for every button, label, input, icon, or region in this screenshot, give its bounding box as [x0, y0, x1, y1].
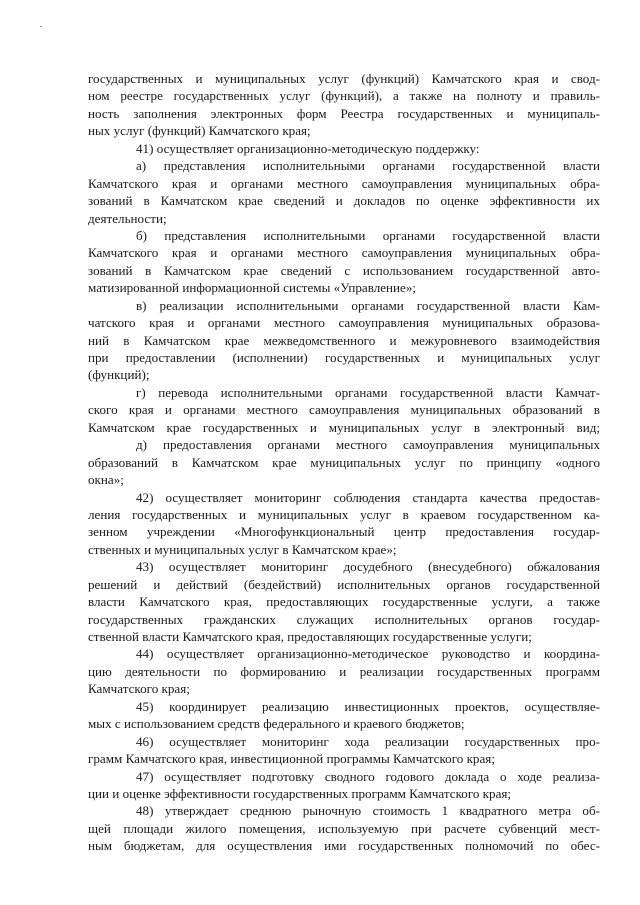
text-line: зований в Камчатском крае сведений с использованием государственной авто-	[88, 262, 600, 278]
text-line: матизированной информационной системы «Управление»;	[88, 280, 417, 296]
text-line: а) представления исполнительными органами государственной власти	[136, 158, 600, 174]
text-line: грамм Камчатского края, инвестиционной программы Камчатского края;	[88, 751, 495, 767]
text-line: ции и оценке эффективности государственных программ Камчатского края;	[88, 785, 512, 801]
text-line: ственной власти Камчатского края, предоставляющих государственные услуги;	[88, 629, 532, 644]
text-line: зований в Камчатском крае сведений и докладов по оценке эффективности их	[88, 193, 600, 209]
text-line: 44) осуществляет организационно-методическое руководство и координа-	[136, 646, 600, 662]
document-body	[88, 70, 600, 855]
text-line: ского края и органами местного самоуправления муниципальных образований в	[88, 402, 600, 418]
text-line: (функций);	[88, 367, 150, 383]
text-line: мых с использованием средств федерального и краевого бюджетов;	[88, 716, 465, 732]
text-line: 41) осуществляет организационно-методическую поддержку:	[136, 140, 480, 156]
text-line: Камчатского края;	[88, 681, 190, 697]
text-line: ний в Камчатском крае межведомственного и межуровневого взаимодействия	[88, 332, 600, 348]
text-line: ления государственных и муниципальных услуг в краевом государственном ка-	[88, 506, 600, 522]
scan-speck	[40, 26, 42, 27]
text-line: деятельности;	[88, 210, 167, 226]
text-line: 45) координирует реализацию инвестиционных проектов, осуществляе-	[136, 698, 600, 714]
text-line: чатского края и органами местного самоуправления муниципальных образова-	[88, 315, 600, 331]
text-line: д) предоставления органами местного самоуправления муниципальных	[136, 437, 600, 453]
text-line: ных услуг (функций) Камчатского края;	[88, 123, 311, 139]
text-line: образований в Камчатском крае муниципальных услуг по принципу «одного	[88, 454, 600, 470]
text-line: решений и действий (бездействий) исполнительных органов государственной	[88, 576, 600, 592]
text-line: ность заполнения электронных форм Реестра государственных и муниципаль-	[88, 105, 600, 121]
text-line: ственных и муниципальных услуг в Камчатском крае»;	[88, 541, 397, 557]
text-line: ным бюджетам, для осуществления ими государственных полномочий по обес-	[88, 838, 600, 854]
text-line: щей площади жилого помещения, используемую при расчете субвенций мест-	[88, 820, 600, 836]
text-line: 42) осуществляет мониторинг соблюдения стандарта качества предостав-	[136, 489, 600, 505]
text-line: 46) осуществляет мониторинг хода реализации государственных про-	[136, 733, 600, 749]
text-line: б) представления исполнительными органами государственной власти	[136, 227, 600, 243]
text-line: при предоставлении (исполнении) государственных и муниципальных услуг	[88, 350, 600, 365]
text-line: государственных гражданских служащих исполнительных органов государ-	[88, 611, 600, 627]
text-line: в) реализации исполнительными органами государственной власти Кам-	[136, 297, 600, 313]
text-line: 48) утверждает среднюю рыночную стоимость 1 квадратного метра об-	[136, 803, 600, 819]
text-line: власти Камчатского края, предоставляющих государственные услуги, а также	[88, 594, 600, 610]
text-line: государственных и муниципальных услуг (функций) Камчатского края и свод-	[88, 71, 600, 86]
text-line: цию деятельности по формированию и реализации государственных программ	[88, 663, 600, 679]
text-line: г) перевода исполнительными органами государственной власти Камчат-	[136, 384, 600, 400]
text-line: 47) осуществляет подготовку сводного годового доклада о ходе реализа-	[136, 768, 600, 784]
text-line: Камчатского края и органами местного самоуправления муниципальных обра-	[88, 175, 600, 191]
text-line: ном реестре государственных услуг (функций), а также на полноту и правиль-	[88, 88, 600, 104]
text-line: зенном учреждении «Многофункциональный центр предоставления государ-	[88, 524, 600, 540]
text-line: 43) осуществляет мониторинг досудебного (внесудебного) обжалования	[136, 559, 600, 575]
text-line: Камчатского края и органами местного самоуправления муниципальных обра-	[88, 245, 600, 261]
text-line: Камчатском крае государственных и муниципальных услуг в электронный вид;	[88, 419, 600, 435]
text-line: окна»;	[88, 472, 124, 488]
